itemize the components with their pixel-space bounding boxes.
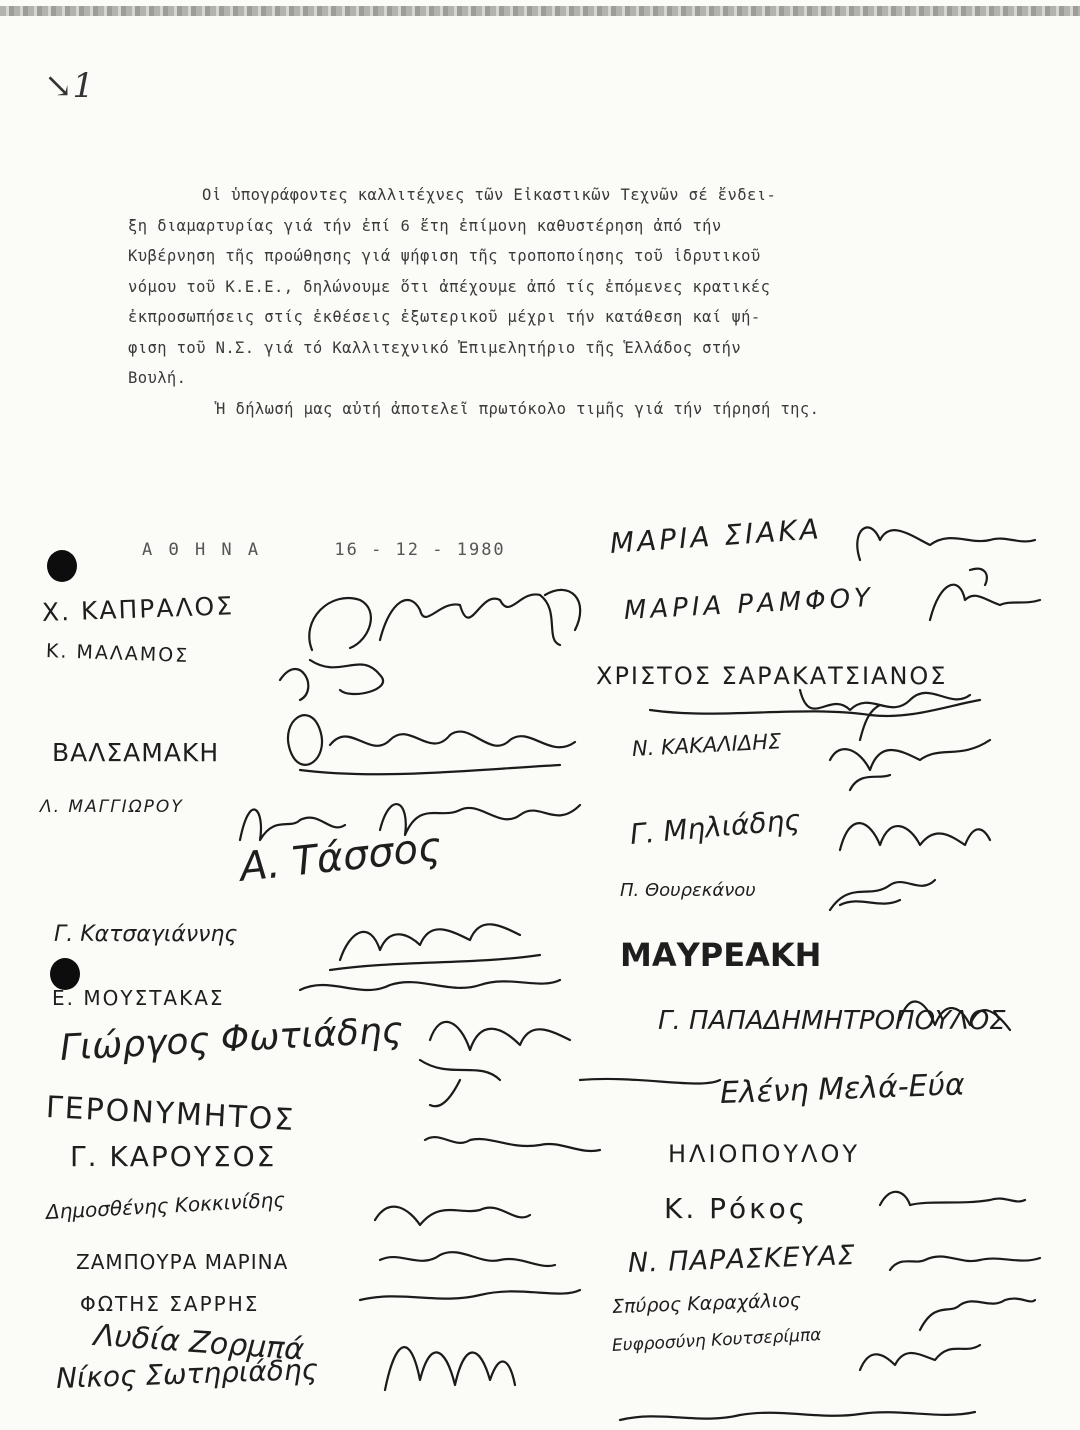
- signatory-name-left: Γιώργος Φωτιάδης: [58, 1010, 404, 1069]
- signatory-name-left: Ε. ΜΟΥΣΤΑΚΑΣ: [52, 986, 225, 1010]
- signature: [420, 1022, 570, 1106]
- signatory-name-right: Κ. Ρόκος: [664, 1192, 809, 1225]
- declaration-line: νόμου τοῦ Κ.Ε.Ε., δηλώνουμε ὅτι ἀπέχουμε ἀπό τίς ἐπόμενες κρατικές: [128, 277, 771, 296]
- signatory-name-right: Ευφροσύνη Κουτσερίμπα: [611, 1325, 822, 1356]
- signatory-name-right: ΜΑΡΙΑ ΣΙΑΚΑ: [608, 512, 823, 560]
- signatory-name-right: ΜΑΥΡΕΑΚΗ: [620, 936, 822, 974]
- signatory-name-left: ΓΕΡΟΝΥΜΗΤΟΣ: [45, 1090, 297, 1139]
- signatory-name-right: ΧΡΙΣΤΟΣ ΣΑΡΑΚΑΤΣΙΑΝΟΣ: [596, 662, 948, 690]
- signature: [900, 1001, 1010, 1030]
- signature: [280, 660, 383, 700]
- declaration-line: ἐκπροσωπήσεις στίς ἐκθέσεις ἐξωτερικοῦ μέχρι τήν κατάθεση καί ψή-: [128, 308, 761, 326]
- signature: [300, 980, 560, 990]
- signature: [288, 715, 575, 774]
- signature: [880, 1192, 1025, 1205]
- signature: [650, 690, 980, 740]
- declaration-line: Οἱ ὑπογράφοντες καλλιτέχνες τῶν Εἰκαστικῶν Τεχνῶν σέ ἔνδει-: [202, 186, 777, 204]
- signatory-name-right: Γ. Μηλιάδης: [628, 803, 802, 851]
- signature: [890, 1256, 1040, 1270]
- declaration-line: φιση τοῦ Ν.Σ. γιά τό Καλλιτεχνικό Ἐπιμελητήριο τῆς Ἑλλάδος στήν: [128, 338, 742, 357]
- signatory-name-right: Π. Θουρεκάνου: [620, 880, 756, 901]
- signature: [860, 1345, 980, 1370]
- signatory-name-left: Λυδία Ζορμπά: [92, 1318, 306, 1368]
- signatory-name-right: Ν. ΚΑΚΑΛΙΔΗΣ: [631, 729, 782, 761]
- signatory-name-left: Κ. ΜΑΛΑΜΟΣ: [45, 640, 190, 667]
- page-number-mark: ↘1: [44, 66, 95, 106]
- signature: [920, 1299, 1035, 1330]
- signature: [330, 924, 540, 970]
- signature: [385, 1347, 515, 1390]
- place: Α Θ Η Ν Α: [142, 540, 262, 560]
- declaration-line: Κυβέρνηση τῆς προώθησης γιά ψήφιση τῆς τροποποίησης τοῦ ἱδρυτικοῦ: [128, 247, 761, 265]
- signatory-name-left: Χ. ΚΑΠΡΑΛΟΣ: [41, 591, 235, 627]
- signatory-name-left: Νίκος Σωτηριάδης: [55, 1352, 319, 1395]
- signatory-name-left: ΦΩΤΗΣ ΣΑΡΡΗΣ: [80, 1292, 260, 1316]
- signatory-name-left: Α. Τάσσος: [237, 823, 444, 891]
- signatory-name-right: Σπύρος Καραχάλιος: [611, 1289, 802, 1318]
- signatory-name-right: ΜΑΡΙΑ ΡΑΜΦΟΥ: [623, 582, 875, 626]
- declaration-line: ξη διαμαρτυρίας γιά τήν ἐπί 6 ἔτη ἐπίμονη καθυστέρηση ἀπό τήν: [128, 216, 722, 235]
- signature: [425, 1137, 600, 1151]
- signature: [360, 1290, 580, 1300]
- signature: [830, 880, 935, 910]
- signature: [380, 1252, 555, 1266]
- declaration-line: Βουλή.: [128, 369, 187, 387]
- signature: [840, 823, 990, 850]
- signature: [830, 740, 990, 790]
- signatory-name-right: ΗΛΙΟΠΟΥΛΟΥ: [668, 1140, 860, 1168]
- signature: [620, 1412, 975, 1420]
- signatory-name-left: Λ. ΜΑΓΓΙΩΡΟΥ: [40, 797, 184, 817]
- date: 16 - 12 - 1980: [334, 540, 506, 560]
- signatory-name-left: Δημοσθένης Κοκκινίδης: [45, 1187, 286, 1224]
- signatory-name-right: Ελένη Μελά-Εύα: [719, 1067, 966, 1111]
- signature: [857, 527, 1035, 560]
- signatory-name-right: Γ. ΠΑΠΑΔΗΜΗΤΡΟΠΟΥΛΟΣ: [658, 1006, 1006, 1036]
- signature: [309, 590, 580, 650]
- signatory-name-left: Γ. ΚΑΡΟΥΣΟΣ: [70, 1140, 277, 1173]
- signatory-name-left: ΒΑΛΣΑΜΑΚΗ: [52, 738, 220, 767]
- signature: [240, 804, 580, 840]
- signature: [375, 1207, 530, 1225]
- closing-line: Ἡ δήλωσή μας αὐτή ἀποτελεῖ πρωτόκολο τιμῆς γιά τήν τήρησή της.: [216, 399, 820, 418]
- signature: [580, 1079, 720, 1084]
- signatory-name-left: ΖΑΜΠΟΥΡΑ ΜΑΡΙΝΑ: [76, 1250, 289, 1274]
- signature: [930, 569, 1040, 620]
- signatory-name-left: Γ. Κατσαγιάννης: [54, 922, 238, 947]
- signatory-name-right: Ν. ΠΑΡΑΣΚΕΥΑΣ: [627, 1240, 857, 1279]
